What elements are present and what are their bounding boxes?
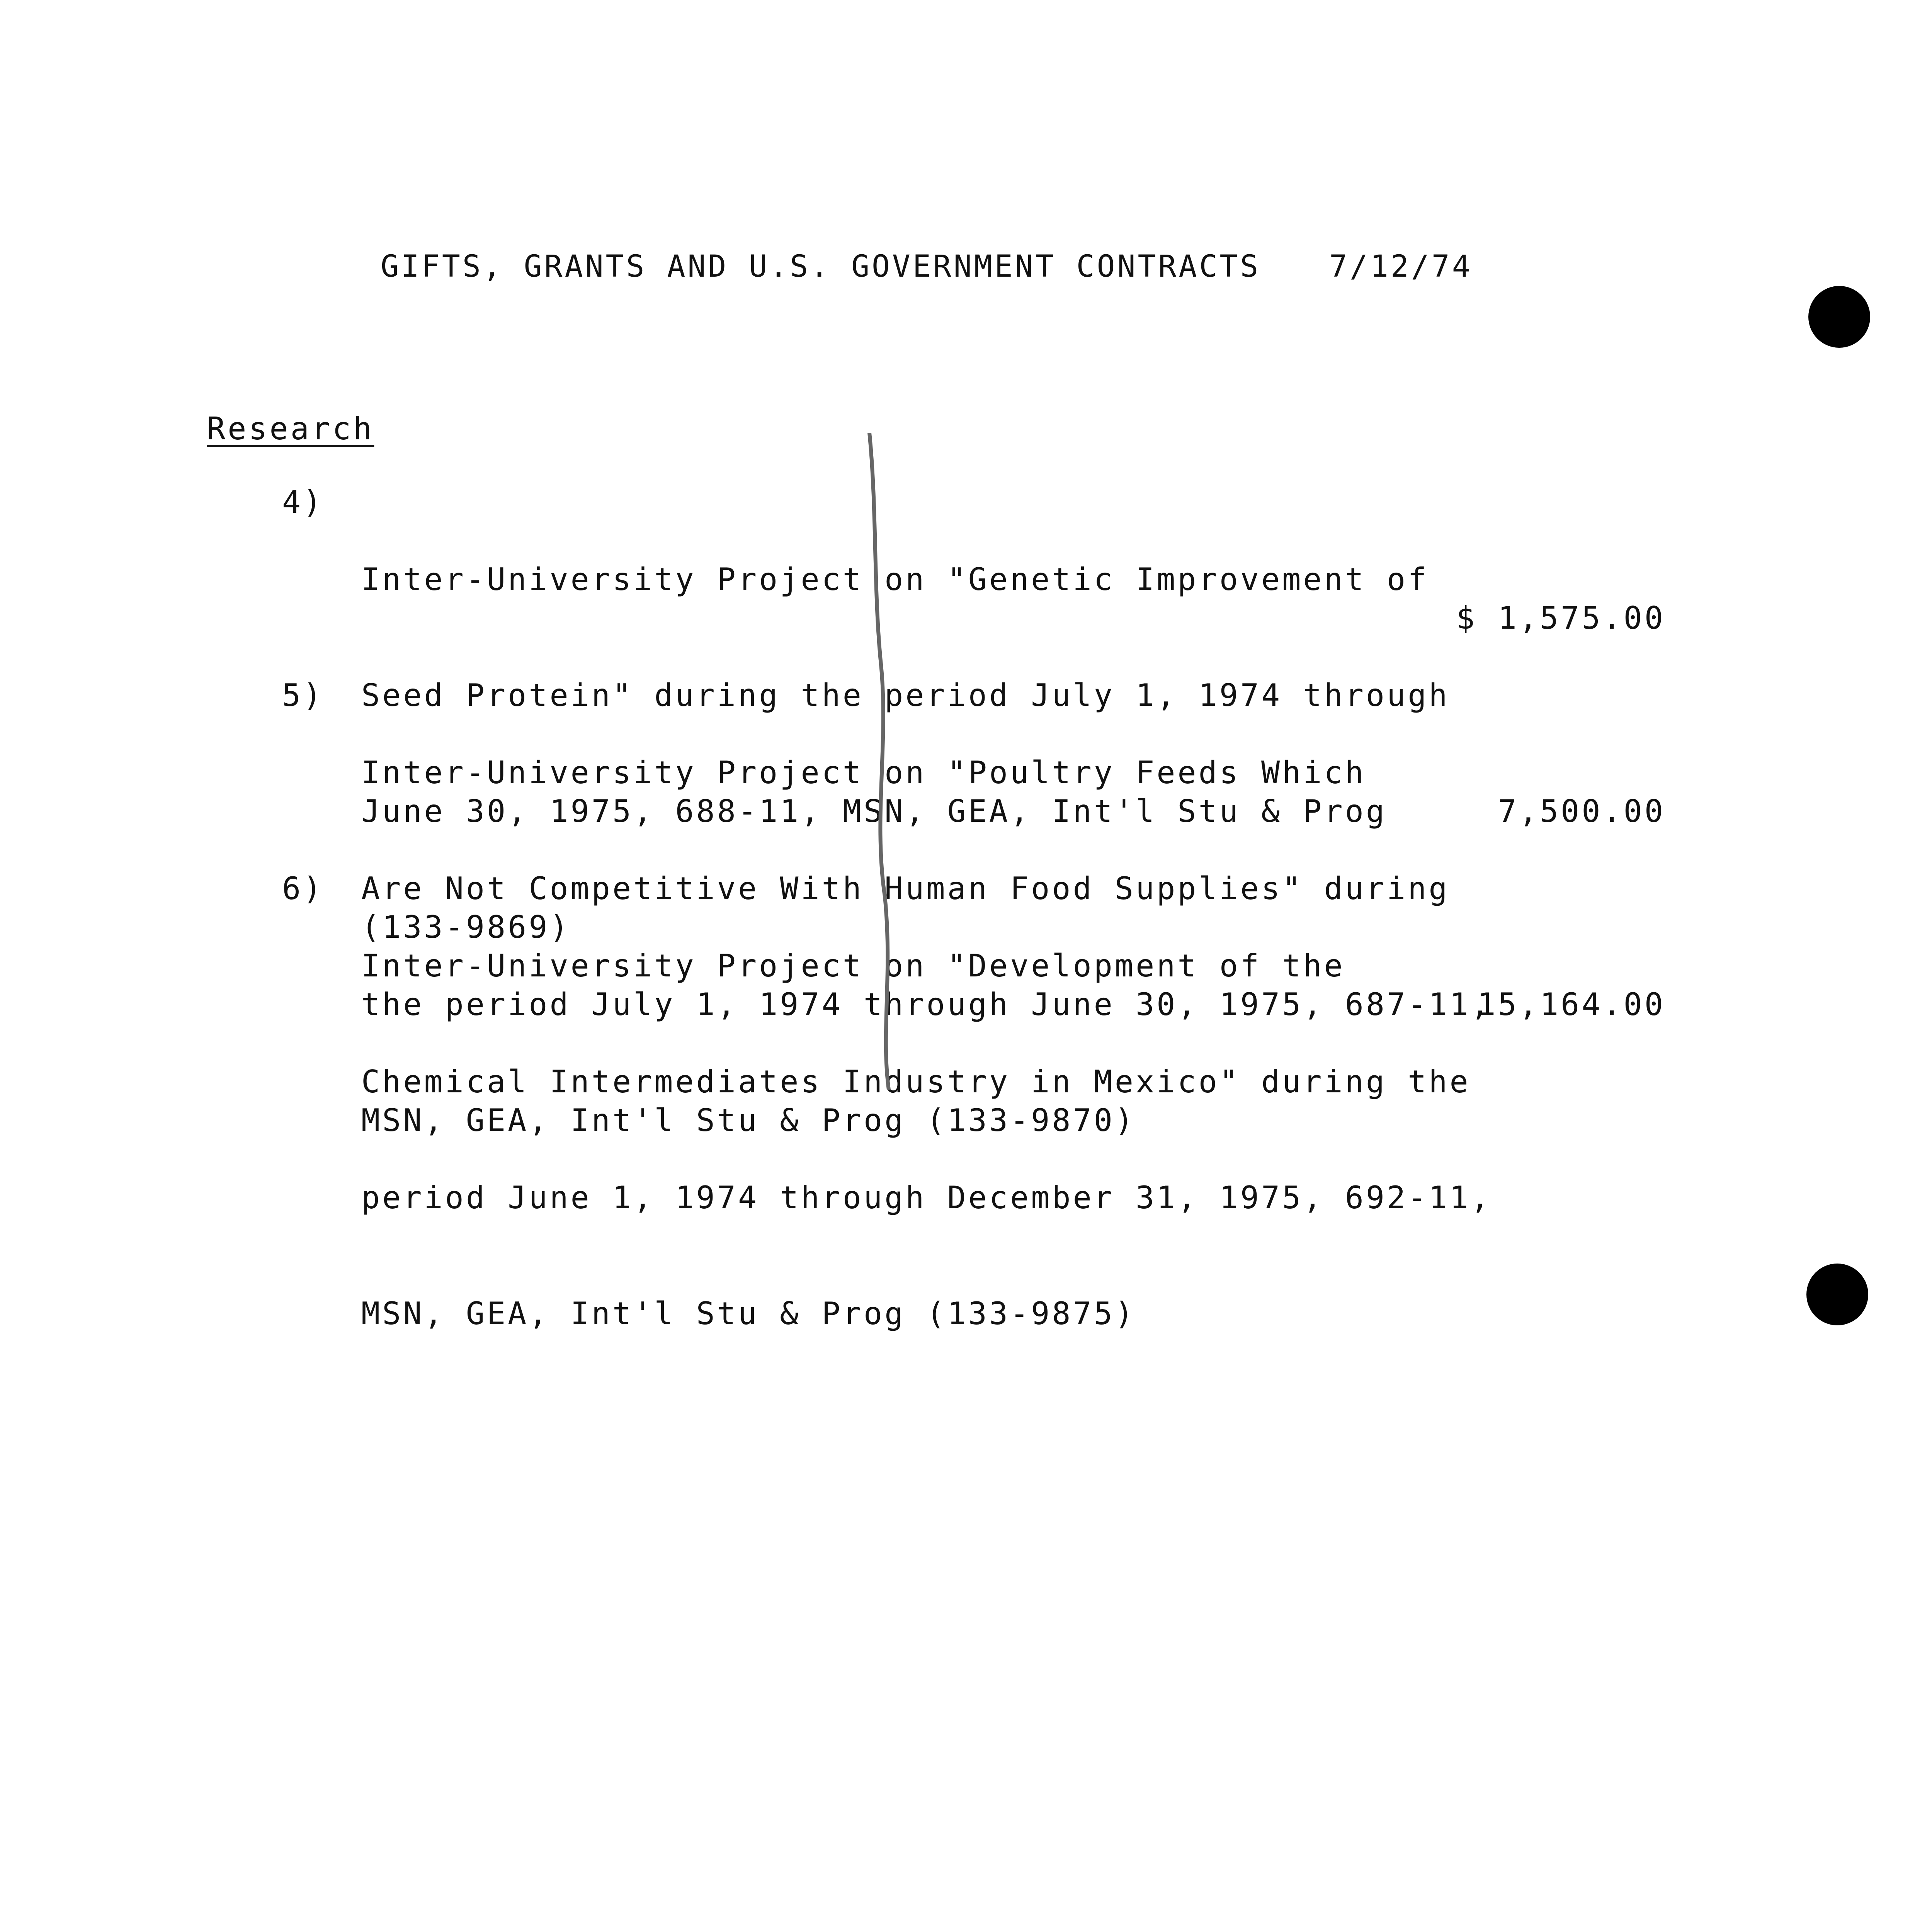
- item-description-line: the period July 1, 1974 through June 30, 1975, 687-11,: [361, 986, 1492, 1022]
- item-description-line: Inter-University Project on "Development of the: [361, 948, 1345, 984]
- item-number: 5): [282, 677, 324, 713]
- item-description-line: MSN, GEA, Int'l Stu & Prog (133-9870): [361, 1102, 1136, 1138]
- item-description-line: Seed Protein" during the period July 1, 1974 through: [361, 677, 1450, 713]
- section-heading: Research: [207, 411, 374, 447]
- item-amount: $ 1,575.00: [1456, 600, 1665, 636]
- item-description-line: MSN, GEA, Int'l Stu & Prog (133-9875): [361, 1296, 1136, 1332]
- punch-hole-middle: [1806, 1264, 1868, 1325]
- document-date: 7/12/74: [1329, 249, 1473, 284]
- item-description-line: (133-9869): [361, 909, 571, 945]
- item-description-line: June 30, 1975, 688-11, MSN, GEA, Int'l Stu & Prog: [361, 793, 1387, 829]
- item-description: [361, 869, 1492, 1372]
- item-number: 4): [282, 484, 324, 520]
- item-description-line: Inter-University Project on "Genetic Improvement of: [361, 561, 1429, 597]
- item-number: 6): [282, 871, 324, 906]
- item-description-line: period June 1, 1974 through December 31, 1975, 692-11,: [361, 1180, 1492, 1216]
- item-amount: 15,164.00: [1477, 986, 1665, 1022]
- item-description-line: Chemical Intermediates Industry in Mexico" during the: [361, 1064, 1471, 1100]
- item-description-line: Are Not Competitive With Human Food Supplies" during: [361, 871, 1450, 906]
- pencil-line-mark: [862, 433, 908, 1090]
- item-amount: 7,500.00: [1498, 793, 1665, 829]
- document-title: GIFTS, GRANTS AND U.S. GOVERNMENT CONTRACTS: [381, 249, 1261, 284]
- punch-hole-top: [1808, 286, 1870, 348]
- item-description-line: Inter-University Project on "Poultry Feeds Which: [361, 755, 1366, 791]
